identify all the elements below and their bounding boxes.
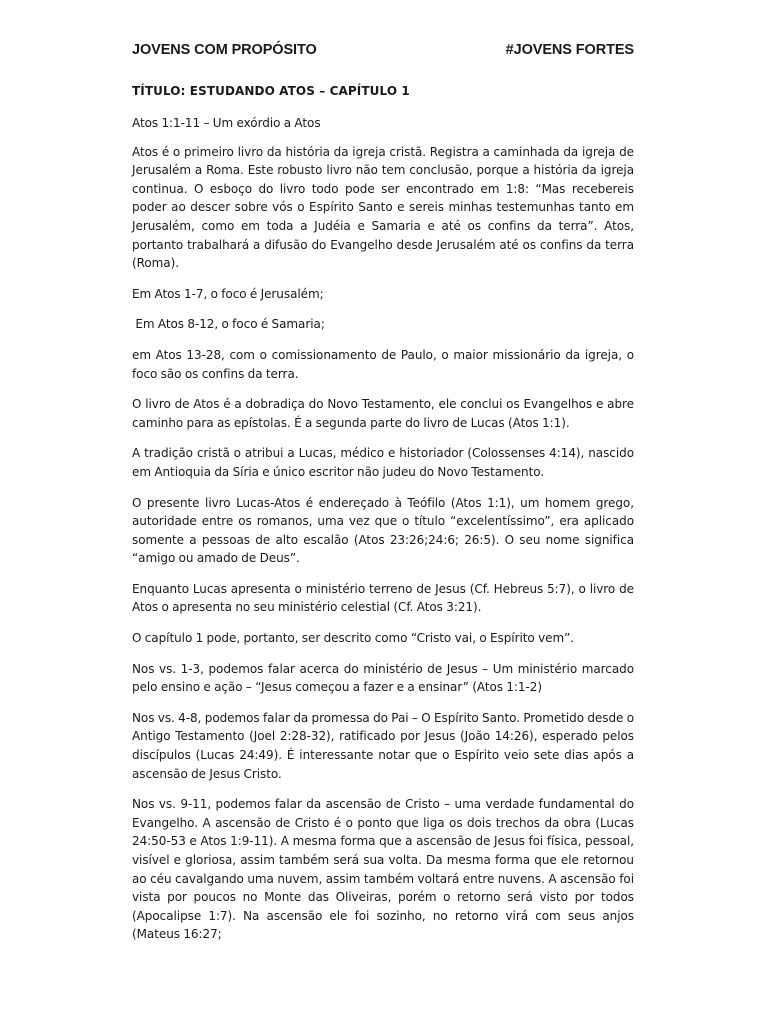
paragraph: O presente livro Lucas-Atos é endereçado à Teófilo (Atos 1:1), um homem grego, autoridade entre os romanos, uma vez que o título “excelentíssimo”, era aplicado somente a pessoas de alto escalão (Atos 23:26;24:6; 26:5). O seu nome significa “amigo ou amado de Deus”.: [132, 495, 634, 566]
page-header: [132, 42, 634, 58]
paragraph: Nos vs. 1-3, podemos falar acerca do ministério de Jesus – Um ministério marcado pelo ensino e ação – “Jesus começou a fazer e a ensinar” (Atos 1:1-2): [132, 661, 634, 695]
header-right-text: #JOVENS FORTES: [505, 42, 634, 58]
paragraph-section-heading: Atos 1:1-11 – Um exórdio a Atos: [132, 116, 321, 130]
paragraph: O livro de Atos é a dobradiça do Novo Testamento, ele conclui os Evangelhos e abre caminho para as epístolas. É a segunda parte do livro de Lucas (Atos 1:1).: [132, 397, 634, 430]
paragraph: Em Atos 8-12, o foco é Samaria;: [132, 317, 325, 332]
document-body: [132, 84, 634, 956]
paragraph: Atos é o primeiro livro da história da igreja cristã. Registra a caminhada da igreja de Jerusalém a Roma. Este robusto livro não tem conclusão, porque a história da igreja continua. O esboço do livro todo pode ser encontrado em 1:8: “Mas recebereis poder ao descer sobre vós o Espírito Santo e sereis minhas testemunhas tanto em Jerusalém, como em toda a Judéia e Samaria e até os confins da terra”. Atos, portanto trabalhará a difusão do Evangelho desde Jerusalém até os confins da terra (Roma).: [132, 144, 634, 271]
paragraph: em Atos 13-28, com o comissionamento de Paulo, o maior missionário da igreja, o foco são os confins da terra.: [132, 347, 634, 381]
document-title: TÍTULO: ESTUDANDO ATOS – CAPÍTULO 1: [132, 84, 410, 98]
header-left-text: JOVENS COM PROPÓSITO: [132, 42, 317, 58]
paragraph: Nos vs. 9-11, podemos falar da ascensão de Cristo – uma verdade fundamental do Evangelho. A ascensão de Cristo é o ponto que liga os dois trechos da obra (Lucas 24:50-53 e Atos 1:9-11). A mesma forma que a ascensão de Jesus foi física, pessoal, visível e gloriosa, assim também será sua volta. Da mesma forma que ele retornou ao céu cavalgando uma nuvem, assim também voltará entre nuvens. A ascensão foi vista por poucos no Monte das Oliveiras, porém o retorno será visto por todos (Apocalipse 1:7). Na ascensão ele foi sozinho, no retorno virá com seus anjos (Mateus 16:27;: [132, 797, 634, 942]
paragraph: Em Atos 1-7, o foco é Jerusalém;: [132, 286, 324, 301]
paragraph: Enquanto Lucas apresenta o ministério terreno de Jesus (Cf. Hebreus 5:7), o livro de Atos o apresenta no seu ministério celestial (Cf. Atos 3:21).: [132, 581, 634, 615]
paragraph: A tradição cristã o atribui a Lucas, médico e historiador (Colossenses 4:14), nascido em Antioquia da Síria e único escritor não judeu do Novo Testamento.: [132, 446, 634, 479]
paragraph: Nos vs. 4-8, podemos falar da promessa do Pai – O Espírito Santo. Prometido desde o Antigo Testamento (Joel 2:28-32), ratificado por Jesus (João 14:26), esperado pelos discípulos (Lucas 24:49). É interessante notar que o Espírito veio sete dias após a ascensão de Jesus Cristo.: [132, 710, 635, 781]
paragraph: O capítulo 1 pode, portanto, ser descrito como “Cristo vai, o Espírito vem”.: [132, 631, 575, 646]
